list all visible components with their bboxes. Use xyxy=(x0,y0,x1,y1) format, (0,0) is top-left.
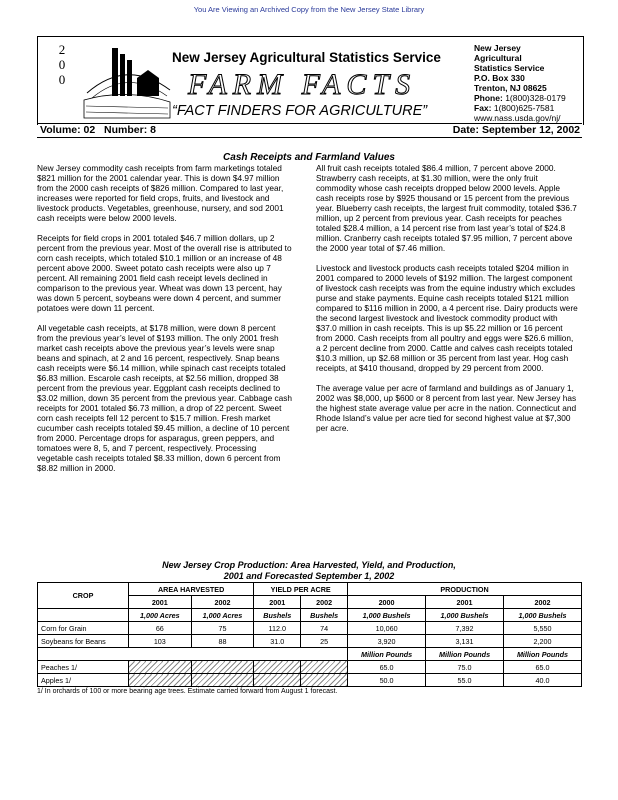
paragraph: All fruit cash receipts totaled $86.4 million, 7 percent above 2000. Strawberry cash receipts, at $1.30 million, were the only fruit commodity whose cash receipts dropped below 2000 levels. Apple cash receipts rose by $925 thousand or 15 percent from the previous year. Blueberry cash receipts, the largest fruit commodity, totaled $36.7 million, up 2 percent from previous year. Cash receipts for peaches totaled $28.4 million, a 14 percent rise from last year’s total of $24.8 million. Cranberry cash receipts totaled $7.95 million, 7 percent above the 2000 year total of $7.46 million. xyxy=(316,163,577,253)
year-header: 2002 xyxy=(301,596,348,609)
year-header: 2002 xyxy=(504,596,582,609)
crop-name: Soybeans for Beans xyxy=(38,635,129,648)
unit-cell: Million Pounds xyxy=(426,648,504,661)
hatched-cell xyxy=(191,674,254,687)
org-name: New Jersey Agricultural Statistics Service xyxy=(172,50,441,65)
table-row xyxy=(38,635,582,648)
unit-cell: Bushels xyxy=(301,609,348,622)
table-cell: 65.0 xyxy=(348,661,426,674)
crop-column-header: CROP xyxy=(38,583,129,609)
year-digit: 0 xyxy=(58,72,66,87)
table-cell: 3,131 xyxy=(426,635,504,648)
crop-name: Apples 1/ xyxy=(38,674,129,687)
table-cell: 66 xyxy=(129,622,192,635)
crop-name: Corn for Grain xyxy=(38,622,129,635)
table-cell: 103 xyxy=(129,635,192,648)
unit-cell: 1,000 Bushels xyxy=(348,609,426,622)
table-cell: 65.0 xyxy=(504,661,582,674)
year-header: 2001 xyxy=(129,596,192,609)
volume-number xyxy=(40,124,156,136)
phone-number: 1(800)328-0179 xyxy=(505,93,566,103)
fax-label: Fax: xyxy=(474,103,492,113)
table-cell: 5,550 xyxy=(504,622,582,635)
paragraph: New Jersey commodity cash receipts from farm marketings totaled $821 million for the 2001 calendar year. This is down $4.97 million from the 2000 cash receipts of $826 million. Compared to last year, increases were reported for field crops, fruits, and livestock and livestock products. Vegetables, greenhouse, nursery, and sod 2001 cash receipts were below 2000 levels. xyxy=(37,163,284,223)
newsletter-title: FARM FACTS xyxy=(188,68,417,101)
article-column-right xyxy=(316,163,578,443)
volume: Volume: 02 xyxy=(40,124,96,136)
article-column-left xyxy=(37,163,294,483)
year-header: 2001 xyxy=(426,596,504,609)
table-cell: 7,392 xyxy=(426,622,504,635)
table-cell: 75.0 xyxy=(426,661,504,674)
archive-notice: You Are Viewing an Archived Copy from the New Jersey State Library xyxy=(193,5,425,14)
contact-block xyxy=(474,43,566,123)
address-line: P.O. Box 330 xyxy=(474,73,525,83)
table-cell: 25 xyxy=(301,635,348,648)
table-cell: 10,060 xyxy=(348,622,426,635)
address-line: New Jersey xyxy=(474,43,521,53)
unit-cell: 1,000 Bushels xyxy=(426,609,504,622)
hatched-cell xyxy=(191,661,254,674)
address-line: Trenton, NJ 08625 xyxy=(474,83,547,93)
units-row xyxy=(38,609,582,622)
slogan: “FACT FINDERS FOR AGRICULTURE” xyxy=(172,103,428,119)
table-cell: 112.0 xyxy=(254,622,301,635)
farm-logo-icon xyxy=(82,38,172,120)
group-header: PRODUCTION xyxy=(348,583,582,596)
table-title xyxy=(0,560,618,582)
paragraph: All vegetable cash receipts, at $178 million, were down 8 percent from the previous year’s level of $193 million. The only 2001 fresh market cash receipts above the previous year’s levels were snap beans and spinach, at 2 and 16 percent, respectively. Snap beans cash receipts were $6.14 million, while spinach cast receipts totaled $6.83 million. Escarole cash receipts, at $2.56 million, dropped 38 percent from the previous year. Eggplant cash receipts declined to $3.02 million, down 35 percent from the previous year. Cabbage cash receipts for 2001 totaled $6.73 million, a drop of 22 percent. Sweet corn cash receipts fell 12 percent to $15.7 million. Fresh market cucumber cash receipts totaled $9.45 million, a decline of 10 percent from 2000. Percentage drops for asparagus, green peppers, and tomatoes were 8, 5, and 7 percent, respectively. Processing vegetable cash receipts totaled $8.33 million, down 6 percent from $8.82 million in 2000. xyxy=(37,323,293,473)
unit-cell: 1,000 Bushels xyxy=(504,609,582,622)
group-header: AREA HARVESTED xyxy=(129,583,254,596)
hatched-cell xyxy=(301,674,348,687)
hatched-cell xyxy=(129,674,192,687)
unit-cell: 1,000 Acres xyxy=(129,609,192,622)
unit-cell: 1,000 Acres xyxy=(191,609,254,622)
table-title-line: New Jersey Crop Production: Area Harvested, Yield, and Production, xyxy=(162,560,456,570)
paragraph: The average value per acre of farmland and buildings as of January 1, 2002 was $8,000, up $600 or 8 percent from last year. New Jersey has the highest state average value per acre in the nation. Connecticut and Rhode Island’s value per acre tied for second highest value at $7,300 per acre. xyxy=(316,383,577,433)
crop-production-table xyxy=(37,582,582,687)
table-row xyxy=(38,622,582,635)
table-footnote: 1/ In orchards of 100 or more bearing age trees. Estimate carried forward from August 1 forecast. xyxy=(37,688,338,695)
divider xyxy=(37,137,582,138)
table-cell: 50.0 xyxy=(348,674,426,687)
blank-cell xyxy=(38,648,348,661)
issue-date: Date: September 12, 2002 xyxy=(452,124,580,136)
blank-cell xyxy=(38,609,129,622)
hatched-cell xyxy=(129,661,192,674)
unit-cell: Bushels xyxy=(254,609,301,622)
year-header: 2002 xyxy=(191,596,254,609)
hatched-cell xyxy=(254,661,301,674)
paragraph: Receipts for field crops in 2001 totaled $46.7 million dollars, up 2 percent from the previous year. Most of the overall rise is attributed to corn cash receipts, which totaled $10.1 million or an increase of 48 percent above 2000. Sweet potato cash receipts were also up 7 percent. All remaining 2001 field cash receipt levels declined in comparison to the previous year. Wheat was down 13 percent, hay was down 5 percent, soybeans were down 4 percent, and summer potatoes were down 11 percent. xyxy=(37,233,292,313)
table-cell: 74 xyxy=(301,622,348,635)
table-cell: 40.0 xyxy=(504,674,582,687)
year-vertical xyxy=(55,42,69,87)
table-cell: 3,920 xyxy=(348,635,426,648)
table-cell: 75 xyxy=(191,622,254,635)
phone-label: Phone: xyxy=(474,93,503,103)
year-header: 2000 xyxy=(348,596,426,609)
table-cell: 31.0 xyxy=(254,635,301,648)
table-header-row xyxy=(38,583,582,596)
crop-name: Peaches 1/ xyxy=(38,661,129,674)
table-title-line: 2001 and Forecasted September 1, 2002 xyxy=(223,571,395,581)
table-cell: 55.0 xyxy=(426,674,504,687)
unit-cell: Million Pounds xyxy=(348,648,426,661)
year-header: 2001 xyxy=(254,596,301,609)
issue-number: Number: 8 xyxy=(104,124,156,136)
article-title: Cash Receipts and Farmland Values xyxy=(223,152,395,163)
fax-number: 1(800)625-7581 xyxy=(493,103,555,113)
unit-cell: Million Pounds xyxy=(504,648,582,661)
table-cell: 88 xyxy=(191,635,254,648)
year-digit: 2 xyxy=(58,42,66,57)
web-address: www.nass.usda.gov/nj/ xyxy=(474,113,561,123)
hatched-cell xyxy=(301,661,348,674)
paragraph: Livestock and livestock products cash receipts totaled $204 million in 2001 compared to 2000 levels of $192 million. The largest component of livestock cash receipts was from the equine industry which excludes purse and stake payments. Equine cash receipts totaled $121 million compared to $116 million in 2000, a 4 percent rise. Dairy products were the second largest livestock and livestock commodity product with $37.0 million in cash receipts. This is up $5.22 million or 16 percent from 2000. Cash receipts from all poultry and eggs were $26.6 million, a 2 percent decline from 2000. Cattle and calves cash receipts totaled $10.3 million, up $2.68 million or 35 percent from last year. Hog cash receipts, at $410 thousand, dropped by 29 percent from 2000. xyxy=(316,263,578,373)
table-row xyxy=(38,674,582,687)
year-digit: 0 xyxy=(58,57,66,72)
table-cell: 2,200 xyxy=(504,635,582,648)
group-header: YIELD PER ACRE xyxy=(254,583,348,596)
address-line: Statistics Service xyxy=(474,63,545,73)
address-line: Agricultural xyxy=(474,53,522,63)
units-row xyxy=(38,648,582,661)
table-row xyxy=(38,661,582,674)
hatched-cell xyxy=(254,674,301,687)
